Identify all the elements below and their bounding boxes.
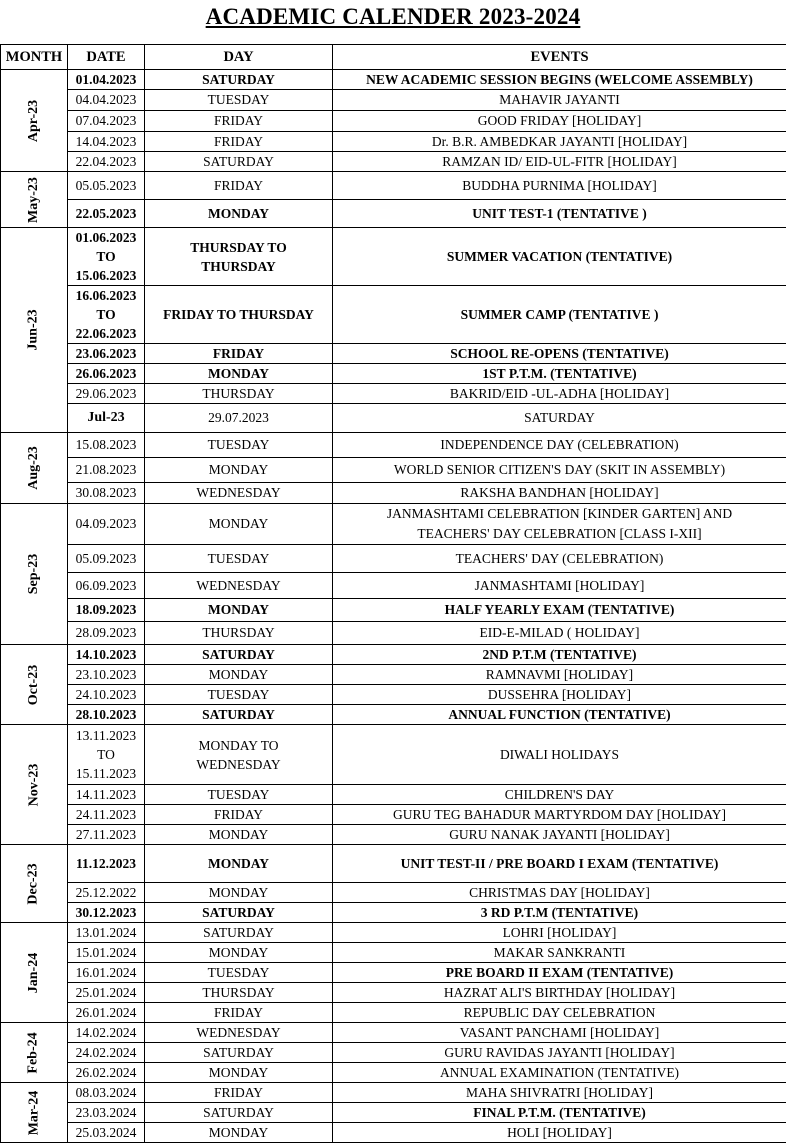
day-cell: SATURDAY bbox=[145, 1103, 333, 1123]
day-cell: SATURDAY bbox=[145, 705, 333, 725]
date-header: DATE bbox=[68, 45, 145, 70]
month-label: Jun-23 bbox=[26, 309, 42, 350]
table-row bbox=[1, 70, 786, 90]
date-cell: 30.12.2023 bbox=[68, 903, 145, 923]
date-range-to: TO bbox=[96, 307, 115, 322]
day-cell: THURSDAY bbox=[145, 983, 333, 1003]
date-cell: 24.11.2023 bbox=[68, 805, 145, 825]
table-row bbox=[1, 364, 786, 384]
table-row bbox=[1, 883, 786, 903]
date-cell: 21.08.2023 bbox=[68, 458, 145, 483]
table-row bbox=[1, 923, 786, 943]
date-cell: 04.04.2023 bbox=[68, 90, 145, 111]
day-cell: FRIDAY bbox=[145, 344, 333, 364]
month-label: Jul-23 bbox=[87, 410, 124, 425]
event-cell: ANNUAL EXAMINATION (TENTATIVE) bbox=[333, 1063, 786, 1083]
date-cell: 26.01.2024 bbox=[68, 1003, 145, 1023]
day-cell: TUESDAY bbox=[145, 963, 333, 983]
date-range-to: TO bbox=[97, 747, 115, 762]
month-cell bbox=[1, 228, 68, 433]
event-cell: GURU RAVIDAS JAYANTI [HOLIDAY] bbox=[333, 1043, 786, 1063]
date-cell: 18.09.2023 bbox=[68, 599, 145, 622]
events-header: EVENTS bbox=[333, 45, 786, 70]
academic-calendar-table bbox=[0, 44, 786, 1143]
date-cell: 23.10.2023 bbox=[68, 665, 145, 685]
day-cell: TUESDAY bbox=[145, 545, 333, 573]
event-cell: SCHOOL RE-OPENS (TENTATIVE) bbox=[333, 344, 786, 364]
table-row bbox=[1, 845, 786, 883]
table-row bbox=[1, 404, 786, 433]
table-row bbox=[1, 344, 786, 364]
table-row bbox=[1, 725, 786, 785]
month-cell bbox=[68, 404, 145, 433]
table-row bbox=[1, 825, 786, 845]
header-row bbox=[1, 45, 786, 70]
date-cell: 23.03.2024 bbox=[68, 1103, 145, 1123]
day-cell: SATURDAY bbox=[145, 903, 333, 923]
event-cell: INDEPENDENCE DAY (CELEBRATION) bbox=[333, 433, 786, 458]
event-cell: JANMASHTAMI [HOLIDAY] bbox=[333, 573, 786, 599]
day-cell: FRIDAY bbox=[145, 132, 333, 152]
table-row bbox=[1, 943, 786, 963]
table-row bbox=[1, 1003, 786, 1023]
event-cell: TEACHERS' DAY (CELEBRATION) bbox=[333, 545, 786, 573]
table-row bbox=[1, 384, 786, 404]
event-cell: ANNUAL FUNCTION (TENTATIVE) bbox=[333, 705, 786, 725]
date-range-end: 15.11.2023 bbox=[76, 766, 136, 781]
day-cell: MONDAY bbox=[145, 883, 333, 903]
day-cell: WEDNESDAY bbox=[145, 483, 333, 504]
event-cell: BAKRID/EID -UL-ADHA [HOLIDAY] bbox=[333, 384, 786, 404]
date-range-to: TO bbox=[96, 249, 115, 264]
day-cell: SATURDAY bbox=[333, 404, 786, 433]
date-range-cell bbox=[68, 228, 145, 286]
day-cell: MONDAY bbox=[145, 825, 333, 845]
day-cell: WEDNESDAY bbox=[145, 1023, 333, 1043]
date-range-cell bbox=[68, 725, 145, 785]
month-label: Oct-23 bbox=[26, 664, 42, 704]
event-cell: REPUBLIC DAY CELEBRATION bbox=[333, 1003, 786, 1023]
table-row bbox=[1, 1043, 786, 1063]
date-cell: 15.08.2023 bbox=[68, 433, 145, 458]
table-row bbox=[1, 963, 786, 983]
table-row bbox=[1, 645, 786, 665]
month-cell bbox=[1, 923, 68, 1023]
day-cell: MONDAY bbox=[145, 1063, 333, 1083]
event-cell: DIWALI HOLIDAYS bbox=[333, 725, 786, 785]
day-cell: MONDAY bbox=[145, 364, 333, 384]
date-cell: 13.01.2024 bbox=[68, 923, 145, 943]
event-cell: MAHAVIR JAYANTI bbox=[333, 90, 786, 111]
table-row bbox=[1, 483, 786, 504]
day-cell: SATURDAY bbox=[145, 645, 333, 665]
table-row bbox=[1, 545, 786, 573]
event-cell: VASANT PANCHAMI [HOLIDAY] bbox=[333, 1023, 786, 1043]
event-cell: CHRISTMAS DAY [HOLIDAY] bbox=[333, 883, 786, 903]
month-label: Mar-24 bbox=[26, 1090, 42, 1135]
event-cell: GOOD FRIDAY [HOLIDAY] bbox=[333, 111, 786, 132]
day-cell: SATURDAY bbox=[145, 1043, 333, 1063]
event-cell: PRE BOARD II EXAM (TENTATIVE) bbox=[333, 963, 786, 983]
day-cell: TUESDAY bbox=[145, 785, 333, 805]
day-cell: THURSDAY bbox=[145, 622, 333, 645]
day-cell: MONDAY bbox=[145, 458, 333, 483]
table-row bbox=[1, 433, 786, 458]
month-cell bbox=[1, 1023, 68, 1083]
month-label: Dec-23 bbox=[26, 863, 42, 904]
day-cell: SATURDAY bbox=[145, 923, 333, 943]
month-label: Feb-24 bbox=[26, 1032, 42, 1073]
date-cell: 25.01.2024 bbox=[68, 983, 145, 1003]
day-cell: MONDAY bbox=[145, 599, 333, 622]
event-cell: RAMNAVMI [HOLIDAY] bbox=[333, 665, 786, 685]
date-cell: 26.02.2024 bbox=[68, 1063, 145, 1083]
date-cell: 05.09.2023 bbox=[68, 545, 145, 573]
month-cell bbox=[1, 504, 68, 645]
day-cell: MONDAY bbox=[145, 1123, 333, 1143]
month-cell bbox=[1, 645, 68, 725]
date-cell: 05.05.2023 bbox=[68, 172, 145, 200]
date-cell: 08.03.2024 bbox=[68, 1083, 145, 1103]
day-cell: FRIDAY bbox=[145, 805, 333, 825]
day-range-start: THURSDAY TO bbox=[190, 240, 286, 255]
month-header: MONTH bbox=[1, 45, 68, 70]
day-range-start: MONDAY TO bbox=[199, 738, 279, 753]
table-row bbox=[1, 665, 786, 685]
event-cell: SUMMER CAMP (TENTATIVE ) bbox=[333, 286, 786, 344]
table-row bbox=[1, 504, 786, 545]
event-cell: HALF YEARLY EXAM (TENTATIVE) bbox=[333, 599, 786, 622]
date-cell: 28.09.2023 bbox=[68, 622, 145, 645]
day-cell: MONDAY bbox=[145, 845, 333, 883]
day-cell: TUESDAY bbox=[145, 685, 333, 705]
table-row bbox=[1, 573, 786, 599]
day-cell: FRIDAY bbox=[145, 172, 333, 200]
table-row bbox=[1, 286, 786, 344]
event-cell: GURU NANAK JAYANTI [HOLIDAY] bbox=[333, 825, 786, 845]
day-cell: SATURDAY bbox=[145, 70, 333, 90]
event-cell: DUSSEHRA [HOLIDAY] bbox=[333, 685, 786, 705]
event-cell: HOLI [HOLIDAY] bbox=[333, 1123, 786, 1143]
event-cell: NEW ACADEMIC SESSION BEGINS (WELCOME ASSEMBLY) bbox=[333, 70, 786, 90]
table-row bbox=[1, 622, 786, 645]
month-cell bbox=[1, 70, 68, 172]
table-row bbox=[1, 172, 786, 200]
date-range-start: 01.06.2023 bbox=[76, 230, 137, 245]
table-row bbox=[1, 1083, 786, 1103]
date-cell: 26.06.2023 bbox=[68, 364, 145, 384]
date-cell: 24.02.2024 bbox=[68, 1043, 145, 1063]
date-cell: 22.05.2023 bbox=[68, 200, 145, 228]
event-cell: Dr. B.R. AMBEDKAR JAYANTI [HOLIDAY] bbox=[333, 132, 786, 152]
page-title-area bbox=[0, 0, 786, 40]
date-cell: 25.03.2024 bbox=[68, 1123, 145, 1143]
event-cell: 1ST P.T.M. (TENTATIVE) bbox=[333, 364, 786, 384]
event-cell: FINAL P.T.M. (TENTATIVE) bbox=[333, 1103, 786, 1123]
date-cell: 14.02.2024 bbox=[68, 1023, 145, 1043]
month-cell bbox=[1, 433, 68, 504]
day-range-end: WEDNESDAY bbox=[196, 757, 280, 772]
table-row bbox=[1, 1123, 786, 1143]
month-cell bbox=[1, 845, 68, 923]
event-cell: 2ND P.T.M (TENTATIVE) bbox=[333, 645, 786, 665]
date-cell: 06.09.2023 bbox=[68, 573, 145, 599]
month-label: Aug-23 bbox=[26, 446, 42, 490]
month-cell bbox=[1, 1083, 68, 1143]
month-label: Sep-23 bbox=[26, 554, 42, 594]
day-cell: FRIDAY bbox=[145, 111, 333, 132]
date-cell: 22.04.2023 bbox=[68, 152, 145, 172]
table-row bbox=[1, 458, 786, 483]
table-row bbox=[1, 903, 786, 923]
event-line-2: TEACHERS' DAY CELEBRATION [CLASS I-XII] bbox=[417, 526, 701, 541]
month-label: Jan-24 bbox=[26, 952, 42, 992]
event-cell: CHILDREN'S DAY bbox=[333, 785, 786, 805]
month-cell bbox=[1, 725, 68, 845]
month-label: May-23 bbox=[26, 177, 42, 223]
event-cell: RAMZAN ID/ EID-UL-FITR [HOLIDAY] bbox=[333, 152, 786, 172]
event-cell: UNIT TEST-II / PRE BOARD I EXAM (TENTATIVE) bbox=[333, 845, 786, 883]
table-row bbox=[1, 1103, 786, 1123]
date-cell: 29.06.2023 bbox=[68, 384, 145, 404]
date-cell: 14.11.2023 bbox=[68, 785, 145, 805]
table-row bbox=[1, 705, 786, 725]
date-cell: 11.12.2023 bbox=[68, 845, 145, 883]
day-cell: WEDNESDAY bbox=[145, 573, 333, 599]
month-label: Apr-23 bbox=[26, 99, 42, 141]
date-cell: 16.01.2024 bbox=[68, 963, 145, 983]
event-cell: HAZRAT ALI'S BIRTHDAY [HOLIDAY] bbox=[333, 983, 786, 1003]
table-row bbox=[1, 111, 786, 132]
day-cell: SATURDAY bbox=[145, 152, 333, 172]
day-cell: FRIDAY bbox=[145, 1083, 333, 1103]
date-range-cell bbox=[68, 286, 145, 344]
event-cell: SUMMER VACATION (TENTATIVE) bbox=[333, 228, 786, 286]
event-cell: UNIT TEST-1 (TENTATIVE ) bbox=[333, 200, 786, 228]
event-cell: LOHRI [HOLIDAY] bbox=[333, 923, 786, 943]
day-cell: FRIDAY bbox=[145, 1003, 333, 1023]
table-row bbox=[1, 685, 786, 705]
table-row bbox=[1, 983, 786, 1003]
table-row bbox=[1, 1063, 786, 1083]
date-range-start: 16.06.2023 bbox=[76, 288, 137, 303]
date-cell: 07.04.2023 bbox=[68, 111, 145, 132]
month-cell bbox=[1, 172, 68, 228]
day-cell: MONDAY bbox=[145, 665, 333, 685]
day-cell: THURSDAY bbox=[145, 384, 333, 404]
date-cell: 14.10.2023 bbox=[68, 645, 145, 665]
event-cell-two-line bbox=[333, 504, 786, 545]
day-range-cell bbox=[145, 228, 333, 286]
table-row bbox=[1, 132, 786, 152]
date-cell: 25.12.2022 bbox=[68, 883, 145, 903]
event-cell: RAKSHA BANDHAN [HOLIDAY] bbox=[333, 483, 786, 504]
day-range-end: THURSDAY bbox=[201, 259, 276, 274]
table-row bbox=[1, 805, 786, 825]
date-cell: 04.09.2023 bbox=[68, 504, 145, 545]
event-cell: 3 RD P.T.M (TENTATIVE) bbox=[333, 903, 786, 923]
table-row bbox=[1, 228, 786, 286]
date-cell: 29.07.2023 bbox=[145, 404, 333, 433]
day-header: DAY bbox=[145, 45, 333, 70]
event-line-1: JANMASHTAMI CELEBRATION [KINDER GARTEN] AND bbox=[387, 506, 732, 521]
event-cell: EID-E-MILAD ( HOLIDAY] bbox=[333, 622, 786, 645]
table-row bbox=[1, 200, 786, 228]
day-range-cell bbox=[145, 725, 333, 785]
table-row bbox=[1, 1023, 786, 1043]
day-cell: MONDAY bbox=[145, 504, 333, 545]
day-cell: MONDAY bbox=[145, 943, 333, 963]
day-cell: MONDAY bbox=[145, 200, 333, 228]
event-cell: GURU TEG BAHADUR MARTYRDOM DAY [HOLIDAY] bbox=[333, 805, 786, 825]
table-row bbox=[1, 599, 786, 622]
event-cell: BUDDHA PURNIMA [HOLIDAY] bbox=[333, 172, 786, 200]
date-cell: 14.04.2023 bbox=[68, 132, 145, 152]
table-row bbox=[1, 152, 786, 172]
day-cell: FRIDAY TO THURSDAY bbox=[145, 286, 333, 344]
page-title: ACADEMIC CALENDER 2023-2024 bbox=[206, 4, 581, 29]
day-cell: TUESDAY bbox=[145, 433, 333, 458]
table-row bbox=[1, 90, 786, 111]
date-cell: 24.10.2023 bbox=[68, 685, 145, 705]
date-cell: 30.08.2023 bbox=[68, 483, 145, 504]
date-cell: 28.10.2023 bbox=[68, 705, 145, 725]
day-cell: TUESDAY bbox=[145, 90, 333, 111]
date-cell: 27.11.2023 bbox=[68, 825, 145, 845]
month-label: Nov-23 bbox=[26, 763, 42, 806]
date-cell: 15.01.2024 bbox=[68, 943, 145, 963]
date-cell: 01.04.2023 bbox=[68, 70, 145, 90]
date-range-end: 15.06.2023 bbox=[76, 268, 137, 283]
table-row bbox=[1, 785, 786, 805]
date-cell: 23.06.2023 bbox=[68, 344, 145, 364]
date-range-end: 22.06.2023 bbox=[76, 326, 137, 341]
date-range-start: 13.11.2023 bbox=[76, 728, 136, 743]
event-cell: WORLD SENIOR CITIZEN'S DAY (SKIT IN ASSEMBLY) bbox=[333, 458, 786, 483]
event-cell: MAHA SHIVRATRI [HOLIDAY] bbox=[333, 1083, 786, 1103]
event-cell: MAKAR SANKRANTI bbox=[333, 943, 786, 963]
